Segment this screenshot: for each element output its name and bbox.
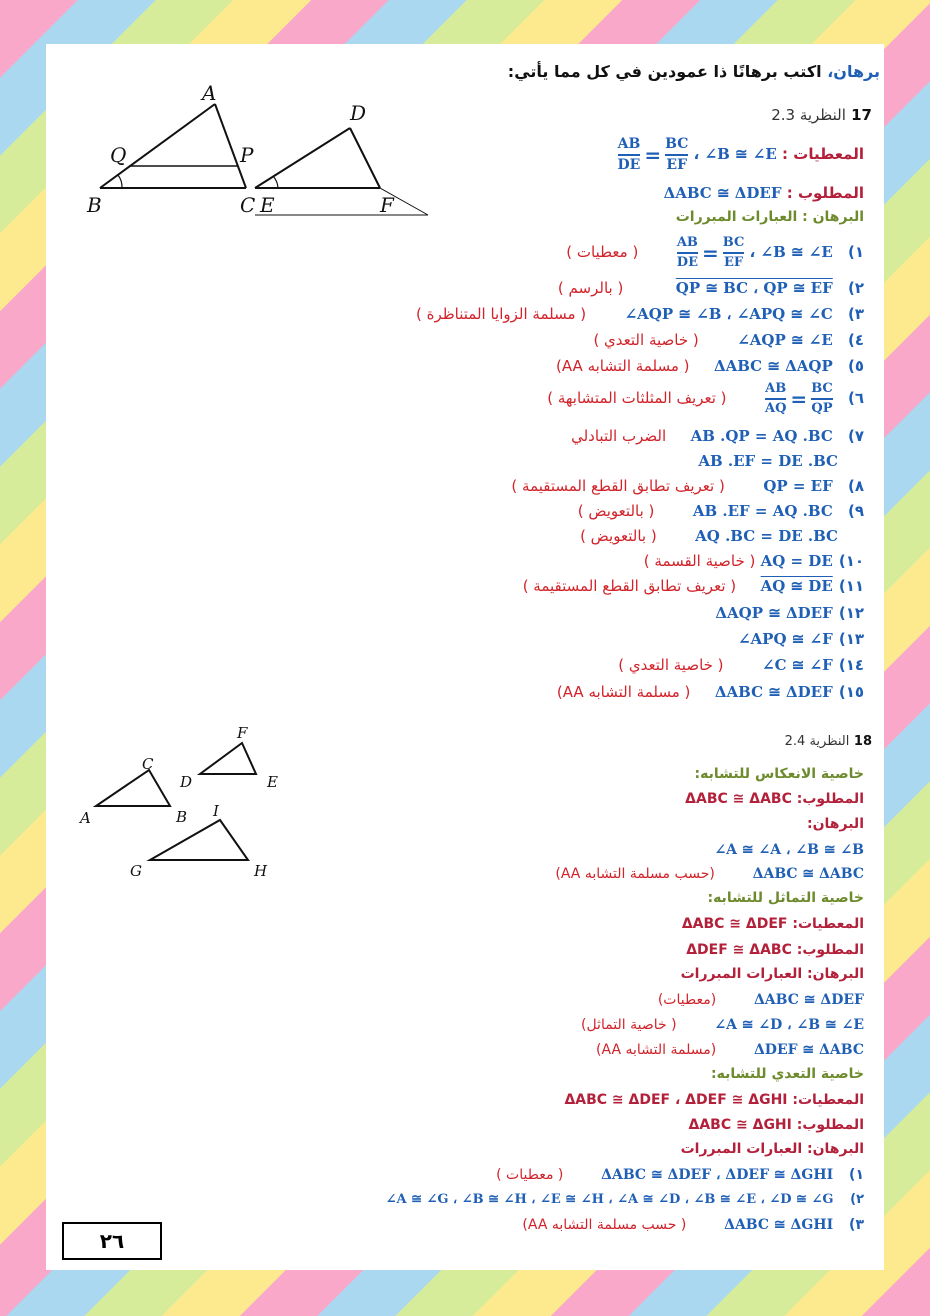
q17-step-12: ١٢) ΔAQP ≅ ΔDEF [715,604,864,622]
q17-step-4: ٤) ∠AQP ≅ ∠E ( خاصية التعدي ) [593,331,864,349]
fig17-label-F: F [380,193,394,217]
fig17-label-P: P [240,143,254,167]
fig17-label-Q: Q [110,143,127,167]
fig17-label-C: C [240,193,256,217]
fig18-label-H: H [254,862,268,880]
fig18-label-I: I [213,802,219,820]
q18-reflexive-proof: البرهان: [807,816,864,832]
q17-given: المعطيات : ∠B ≅ ∠E ، $\frac{AB}{DE}$ = $\frac{BC}{EF}$ [617,136,864,173]
q18-transitive-title: خاصية التعدي للتشابه: [711,1066,864,1082]
fig18-label-E: E [267,773,278,791]
fig18-label-G: G [130,862,142,880]
fig17-label-A: A [202,81,217,105]
q17-step-14: ١٤) ∠C ≅ ∠F ( خاصية التعدي ) [618,656,864,674]
fig17-label-E: E [260,193,275,217]
q17-required: المطلوب : ΔABC ≅ ΔDEF [663,184,864,202]
q18-transitive-required: المطلوب: ΔABC ≅ ΔGHI [688,1117,864,1133]
q18-transitive-given: المعطيات: ΔABC ≅ ΔDEF ، ΔDEF ≅ ΔGHI [564,1092,864,1108]
page-number-box [62,1222,162,1260]
fig17-label-D: D [350,101,367,125]
q18-reflexive-line1: ∠A ≅ ∠A ، ∠B ≅ ∠B [714,842,864,858]
fig18-label-F: F [237,724,248,742]
q17-step-5: ٥) ΔABC ≅ ΔAQP ( مسلمة التشابه AA) [555,357,864,375]
q18-reflexive-line2: ΔABC ≅ ΔABC (حسب مسلمة التشابه AA) [555,866,864,882]
q18-reflexive-title: خاصية الانعكاس للتشابه: [694,766,864,782]
q17-step-1: ١) ∠B ≅ ∠E ، $\frac{AB}{DE}$ = $\frac{BC}{EF}$ ( معطيات ) [566,235,864,270]
fig18-label-B: B [176,808,188,826]
q18-symmetric-step-3: ΔDEF ≅ ΔABC (مسلمة التشابه AA) [596,1042,864,1058]
q17-step-7b: AB .EF = DE .BC [698,452,838,470]
fig18-label-D: D [180,773,193,791]
q17-step-3: ٣) ∠AQP ≅ ∠B ، ∠APQ ≅ ∠C ( مسلمة الزوايا المتناظرة ) [415,305,864,323]
q18-symmetric-title: خاصية التماثل للتشابه: [707,890,864,906]
q18-symmetric-proof: البرهان: العبارات المبررات [680,966,864,982]
figure-17-triangles [80,80,440,240]
figure-18-triangles [70,720,300,890]
q17-step-6: ٦) $\frac{AB}{AQ}$ = $\frac{BC}{QP}$ ( تعريف المثلثات المتشابهة ) [547,381,864,416]
q17-step-11: ١١) AQ ≅ DE ( تعريف تطابق القطع المستقيمة ) [522,577,864,595]
q18-transitive-proof: البرهان: العبارات المبررات [680,1141,864,1157]
fig18-label-A: A [80,809,91,827]
page-number: ٢٦ [99,1229,125,1253]
q17-proof-header: البرهان : العبارات المبررات [675,209,864,225]
q17-step-13: ١٣) ∠APQ ≅ ∠F [737,630,864,648]
fig17-label-B: B [87,193,102,217]
q18-reflexive-required: المطلوب: ΔABC ≅ ΔABC [685,791,864,807]
q18-transitive-step-1: ١) ΔABC ≅ ΔDEF ، ΔDEF ≅ ΔGHI ( معطيات ) [496,1167,864,1183]
q17-step-15: ١٥) ΔABC ≅ ΔDEF ( مسلمة التشابه AA) [556,683,864,701]
q18-title: 18 النظرية 2.4 [784,734,872,749]
q17-title: 17 النظرية 2.3 [771,106,872,124]
q17-step-8: ٨) QP = EF ( تعريف تطابق القطع المستقيمة ) [511,477,864,495]
q18-symmetric-required: المطلوب: ΔDEF ≅ ΔABC [686,942,864,958]
q18-symmetric-step-2: ∠A ≅ ∠D ، ∠B ≅ ∠E ( خاصية التماثل) [580,1017,864,1033]
fig18-label-C: C [142,755,154,773]
q17-step-9b: AQ .BC = DE .BC ( بالتعويض ) [580,527,838,545]
q17-step-10: ١٠) AQ = DE ( خاصية القسمة ) [643,552,864,570]
q17-step-2: ٢) QP ≅ BC ، QP ≅ EF ( بالرسم ) [557,279,864,297]
q18-transitive-step-3: ٣) ΔABC ≅ ΔGHI ( حسب مسلمة التشابه AA) [522,1217,864,1233]
header-instruction: برهان، اكتب برهانًا ذا عمودين في كل مما يأتي: [507,62,880,81]
q18-transitive-step-2: ٢) ∠A ≅ ∠G ، ∠B ≅ ∠H ، ∠E ≅ ∠H ، ∠A ≅ ∠D ، ∠B ≅ ∠E ، ∠D ≅ ∠G [385,1192,864,1207]
q18-symmetric-step-1: ΔABC ≅ ΔDEF (معطيات) [657,992,864,1008]
q18-symmetric-given: المعطيات: ΔABC ≅ ΔDEF [681,916,864,932]
q17-step-9: ٩) AB .EF = AQ .BC ( بالتعويض ) [577,502,864,520]
q17-step-7: ٧) AB .QP = AQ .BC الضرب التبادلي [571,427,864,445]
